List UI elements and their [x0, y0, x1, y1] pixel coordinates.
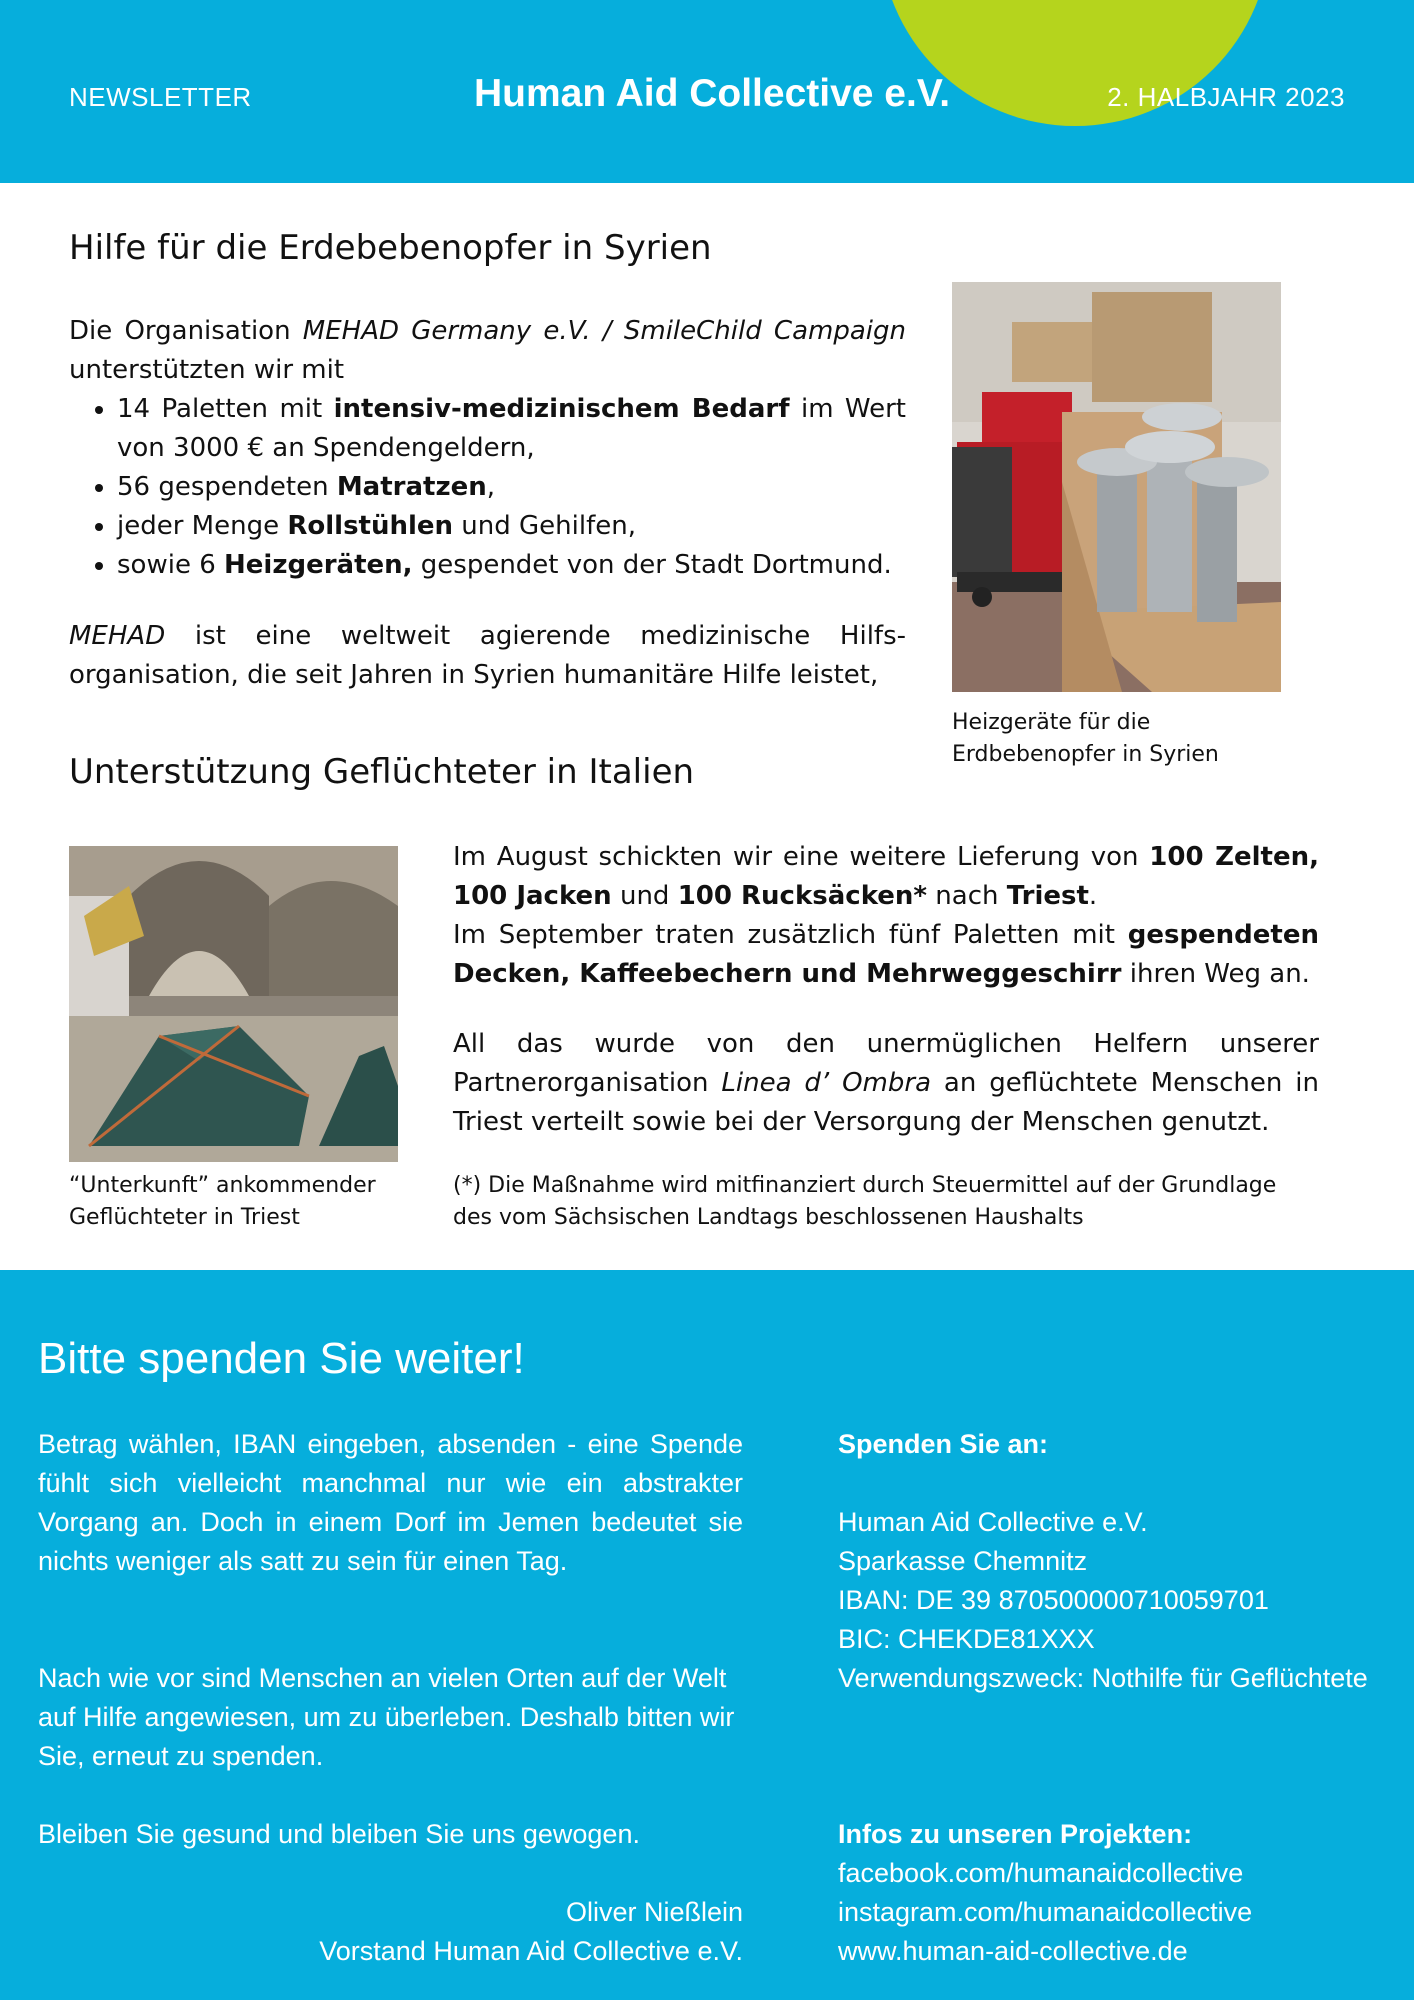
- bank-iban: IBAN: DE 39 870500000710059701: [838, 1585, 1269, 1615]
- list-item: • jeder Menge Rollstühlen und Gehilfen,: [117, 507, 906, 546]
- signature-role: Vorstand Human Aid Collective e.V.: [319, 1936, 743, 1966]
- newsletter-label: NEWSLETTER: [69, 82, 252, 112]
- partner-org-name: MEHAD Germany e.V. / SmileChild Campaign: [302, 316, 906, 346]
- bank-heading: Spenden Sie an:: [838, 1429, 1049, 1459]
- syria-donation-list: [69, 390, 906, 585]
- signature-name: Oliver Nießlein: [565, 1897, 743, 1927]
- syria-intro: Die Organisation MEHAD Germany e.V. / SmileChild Campaign unterstützten wir mit: [69, 316, 906, 385]
- bank-account-holder: Human Aid Collective e.V.: [838, 1507, 1148, 1537]
- syria-section-title: Hilfe für die Erdebebenopfer in Syrien: [69, 228, 712, 268]
- bank-bic: BIC: CHEKDE81XXX: [838, 1624, 1095, 1654]
- bank-name: Sparkasse Chemnitz: [838, 1546, 1088, 1576]
- header-banner: [0, 0, 1414, 183]
- donate-paragraph-1: Betrag wählen, IBAN eingeben, absenden - eine Spende fühlt sich vielleicht manchmal nur wie ein abstrakter Vorgang an. Doch in einem Dorf im Jemen bedeutet sie nichts weniger als satt zu sein für einen Tag.: [38, 1429, 743, 1576]
- list-item: • sowie 6 Heizgeräten, gespendet von der Stadt Dortmund.: [117, 546, 906, 585]
- list-item: • 14 Paletten mit intensiv-medizinischem Bedarf im Wert von 3000 € an Spendengeldern,: [117, 390, 906, 468]
- signature: [38, 1893, 743, 1971]
- project-info: [838, 1815, 1398, 1971]
- tents-photo-caption: “Unterkunft” ankommender Geflüchteter in Triest: [69, 1173, 376, 1230]
- facebook-link[interactable]: facebook.com/humanaidcollective: [838, 1858, 1244, 1888]
- bank-details: [838, 1425, 1398, 1698]
- italy-paragraph-partner: All das wurde von den unermüglichen Helfern unserer Partnerorganisation Linea d’ Ombra an geflüchtete Menschen in Triest verteilt sowie bei der Versorgung der Menschen genutzt.: [453, 1029, 1319, 1137]
- donate-title: Bitte spenden Sie weiter!: [38, 1334, 525, 1383]
- list-item: • 56 gespendeten Matratzen,: [117, 468, 906, 507]
- website-link[interactable]: www.human-aid-collective.de: [838, 1936, 1188, 1966]
- italy-paragraph-august: Im August schickten wir eine weitere Lieferung von 100 Zelten, 100 Jacken und 100 Rucksäcken* nach Triest. Im September traten zusätzlich fünf Paletten mit gespendeten Decken, Kaffeebechern und Mehrweggeschirr ihren Weg an.: [453, 842, 1319, 989]
- donate-paragraph-3: Bleiben Sie gesund und bleiben Sie uns gewogen.: [38, 1819, 640, 1849]
- bank-purpose: Verwendungszweck: Nothilfe für Geflüchtete: [838, 1663, 1368, 1693]
- organization-title: Human Aid Collective e.V.: [474, 72, 951, 115]
- italy-section-title: Unterstützung Geflüchteter in Italien: [69, 752, 695, 792]
- mehad-description: MEHAD ist eine weltweit agierende medizinische Hilfs-organisation, die seit Jahren in Syrien humanitäre Hilfe leistet,: [69, 621, 906, 690]
- tents-photo: [69, 846, 398, 1162]
- instagram-link[interactable]: instagram.com/humanaidcollective: [838, 1897, 1253, 1927]
- issue-period: 2. HALBJAHR 2023: [1107, 82, 1345, 112]
- italy-footnote: (*) Die Maßnahme wird mitfinanziert durch Steuermittel auf der Grundlage des vom Sächsischen Landtags beschlossenen Haushalts: [453, 1173, 1277, 1230]
- heaters-photo: [952, 282, 1281, 692]
- donate-paragraph-2: Nach wie vor sind Menschen an vielen Orten auf der Welt auf Hilfe angewiesen, um zu überleben. Deshalb bitten wir Sie, erneut zu spenden.: [38, 1663, 735, 1771]
- info-heading: Infos zu unseren Projekten:: [838, 1819, 1193, 1849]
- heaters-photo-caption: Heizgeräte für die Erdbebenopfer in Syrien: [952, 710, 1219, 767]
